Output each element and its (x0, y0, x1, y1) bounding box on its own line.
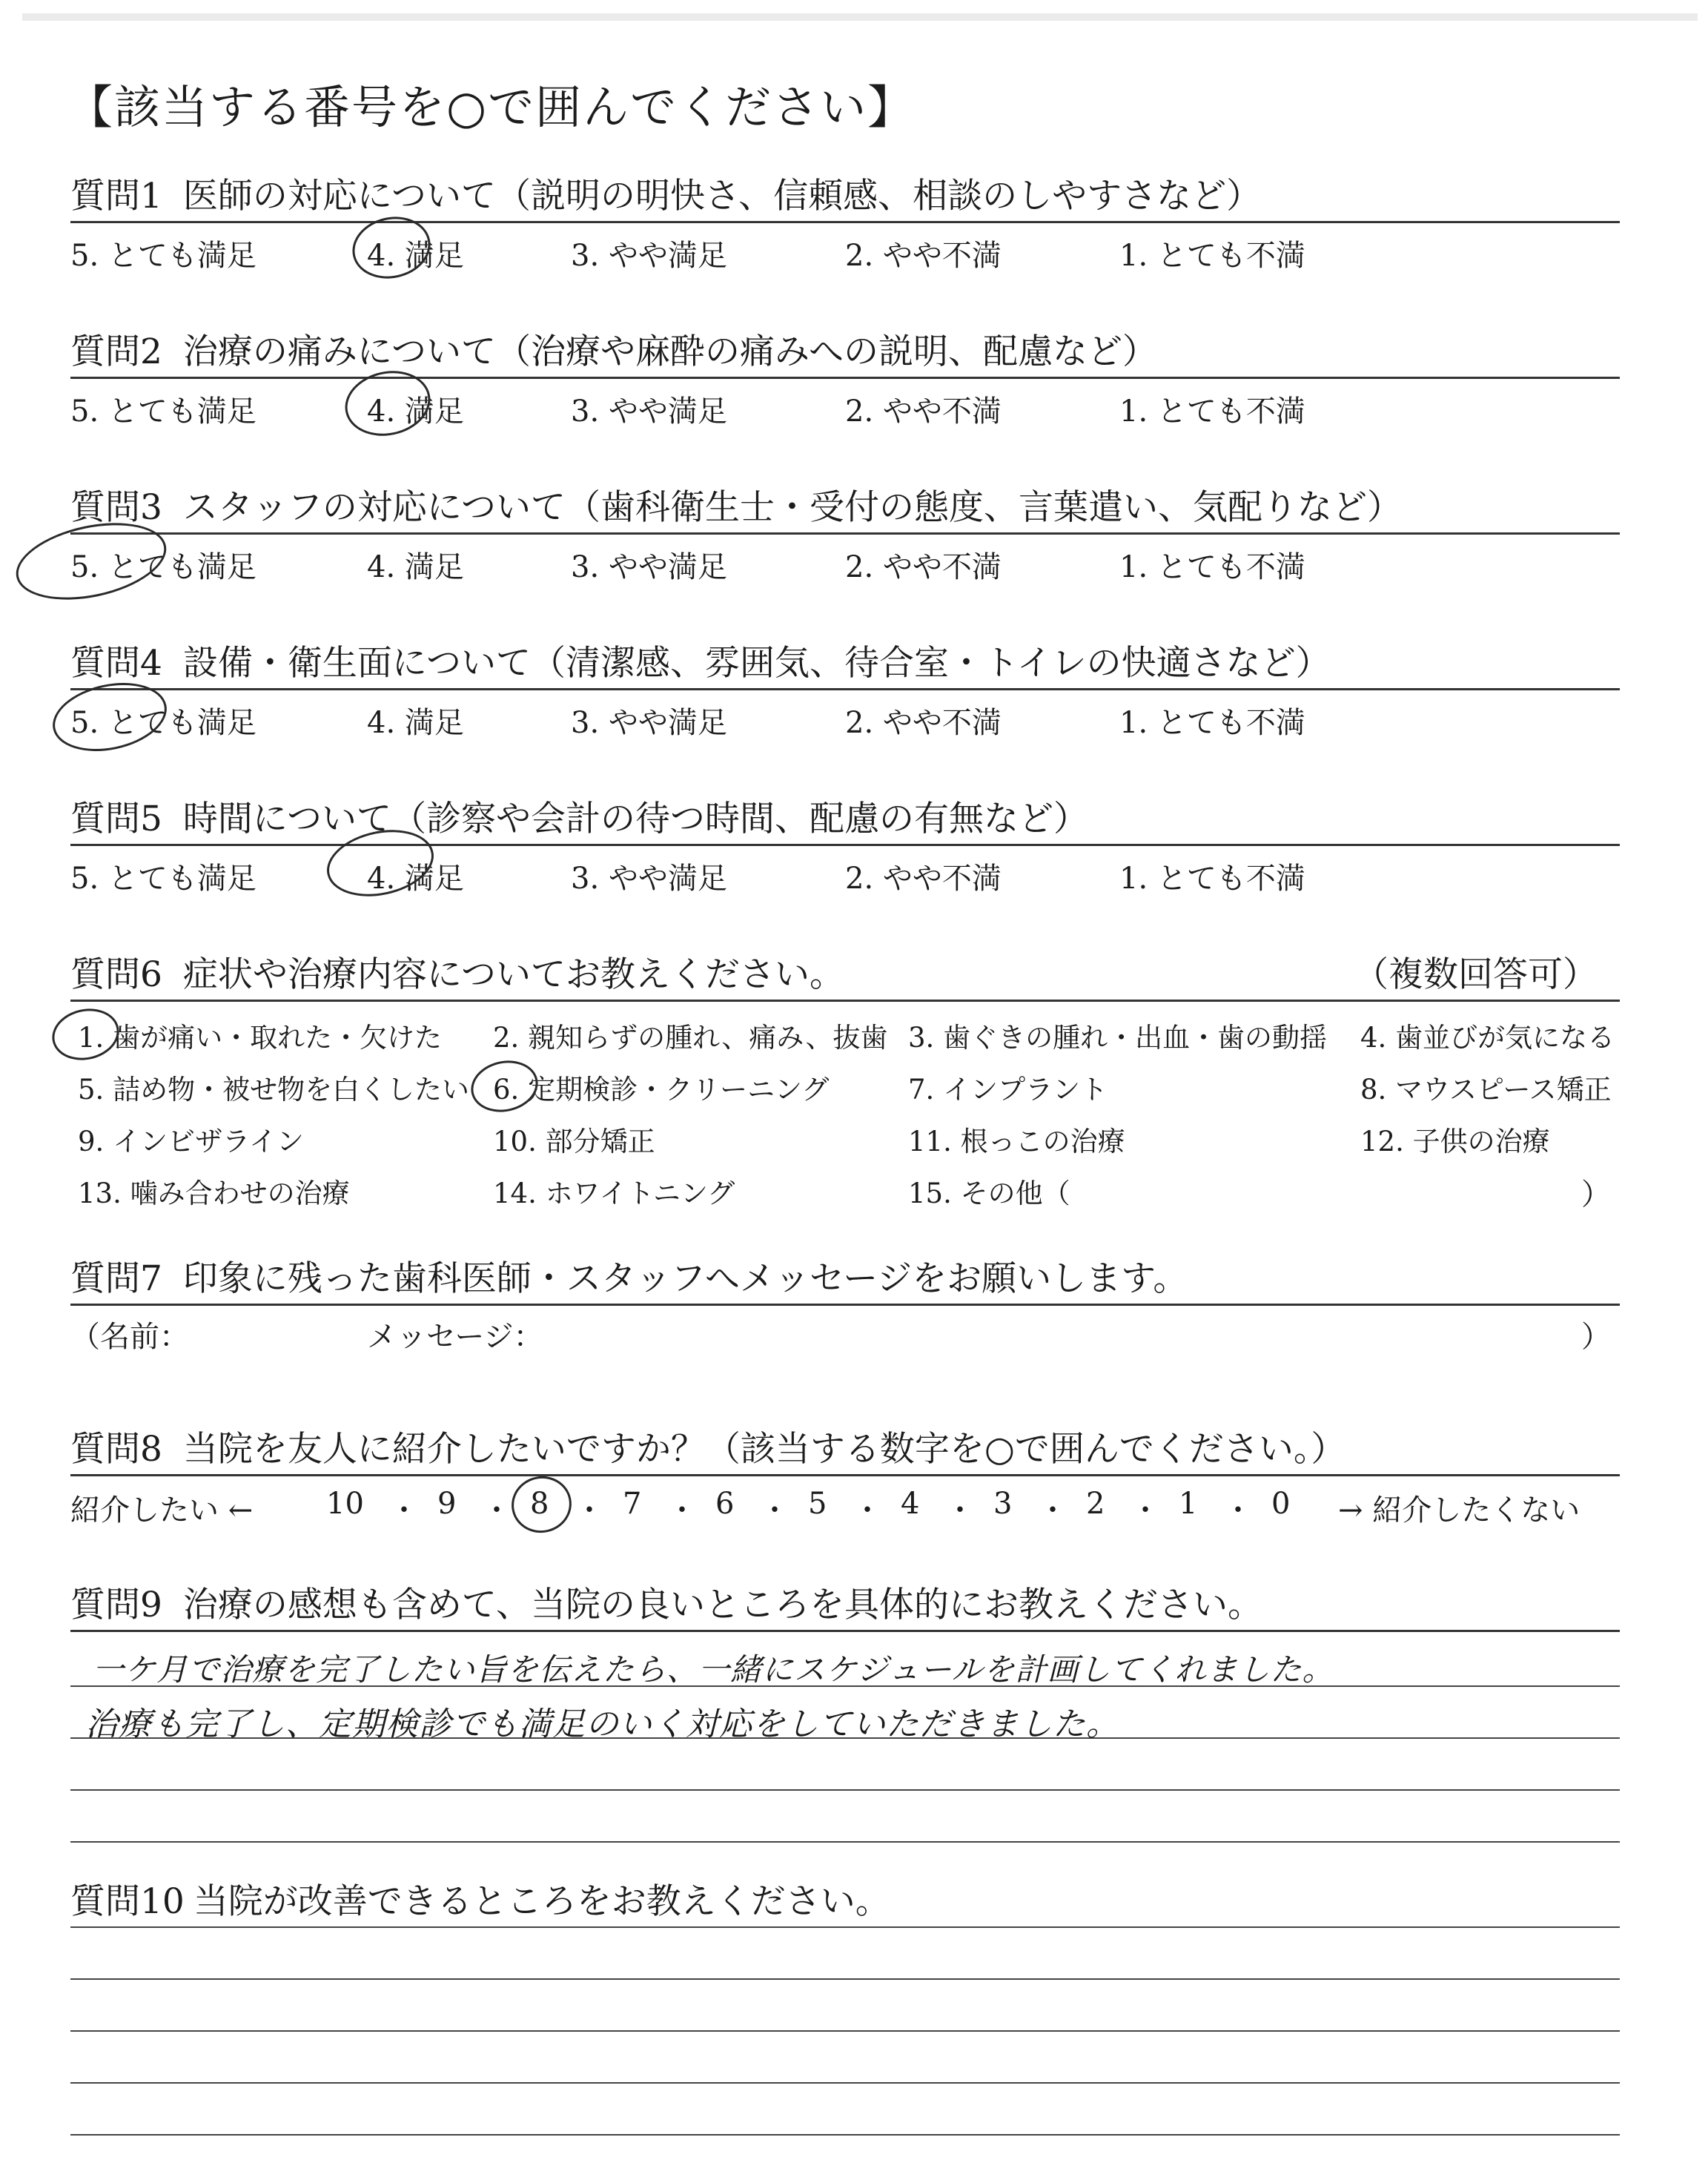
question-2 (70, 317, 1620, 431)
scale-value[interactable]: 3 (993, 1487, 1013, 1521)
option-somewhat-satisfied[interactable]: 3. やや満足 (571, 862, 727, 896)
question-text: 設備・衛生面について（清潔感、雰囲気、待合室・トイレの快適さなど） (182, 643, 1331, 684)
handwritten-answer-line: 一ケ月で治療を完了したい旨を伝えたら、一緒にスケジュールを計画してくれました。 (93, 1651, 1334, 1688)
symptom-option[interactable]: 5. 詰め物・被せ物を白くしたい (78, 1074, 470, 1106)
scale-value[interactable]: 4 (901, 1487, 920, 1521)
symptom-option[interactable]: 7. インプラント (908, 1074, 1108, 1106)
message-label: メッセージ： (367, 1320, 543, 1354)
question-number: 質問8 (70, 1429, 162, 1470)
question-number: 質問4 (70, 643, 162, 684)
scale-dot: ・ (482, 1493, 512, 1527)
option-somewhat-dissatisfied[interactable]: 2. やや不満 (845, 239, 1002, 273)
option-somewhat-dissatisfied[interactable]: 2. やや不満 (845, 394, 1002, 429)
question-header (70, 1571, 1620, 1632)
option-somewhat-satisfied[interactable]: 3. やや満足 (571, 550, 727, 584)
question-number: 質問5 (70, 799, 162, 839)
question-text: 時間について（診察や会計の待つ時間、配慮の有無など） (182, 799, 1088, 839)
symptom-option[interactable]: 14. ホワイトニング (493, 1178, 735, 1209)
option-very-dissatisfied[interactable]: 1. とても不満 (1119, 706, 1305, 740)
scale-value[interactable]: 7 (623, 1487, 642, 1521)
symptom-option[interactable]: 11. 根っこの治療 (908, 1126, 1125, 1157)
scale-value[interactable]: 6 (715, 1487, 735, 1521)
symptom-option[interactable]: 15. その他（ (908, 1178, 1070, 1209)
answer-lines (70, 1632, 1620, 1847)
page-title: 【該当する番号を○で囲んでください】 (67, 80, 916, 134)
question-text: 当院が改善できるところをお教えください。 (193, 1881, 890, 1922)
scale-dot: ・ (760, 1493, 790, 1527)
option-very-dissatisfied[interactable]: 1. とても不満 (1119, 862, 1305, 896)
scan-edge (22, 13, 1698, 21)
question-text: 治療の感想も含めて、当院の良いところを具体的にお教えください。 (182, 1585, 1262, 1625)
scale-dot: ・ (853, 1493, 882, 1527)
question-header (70, 317, 1620, 379)
question-number: 質問3 (70, 487, 162, 528)
option-very-dissatisfied[interactable]: 1. とても不満 (1119, 550, 1305, 584)
symptom-option[interactable]: 12. 子供の治療 (1360, 1126, 1550, 1157)
message-row (70, 1306, 1620, 1354)
question-number: 質問10 (70, 1881, 185, 1922)
rule-line (70, 1789, 1620, 1791)
question-text: 治療の痛みについて（治療や麻酔の痛みへの説明、配慮など） (182, 331, 1158, 372)
option-satisfied[interactable]: 4. 満足 (367, 862, 464, 896)
name-label: （名前： (70, 1320, 189, 1354)
question-10 (70, 1867, 1620, 2156)
symptom-option[interactable]: 6. 定期検診・クリーニング (493, 1074, 830, 1106)
other-close-paren: ） (1581, 1178, 1611, 1212)
symptom-option[interactable]: 2. 親知らずの腫れ、痛み、抜歯 (493, 1022, 888, 1054)
scale-dot: ・ (667, 1493, 697, 1527)
question-header (70, 940, 1620, 1002)
scale-dot: ・ (945, 1493, 975, 1527)
question-text: 症状や治療内容についてお教えください。 (182, 954, 844, 995)
answer-lines (70, 1926, 1620, 2156)
option-very-satisfied[interactable]: 5. とても満足 (70, 706, 256, 740)
symptom-options (70, 1002, 1620, 1224)
symptom-option[interactable]: 3. 歯ぐきの腫れ・出血・歯の動揺 (908, 1022, 1328, 1054)
scale-value[interactable]: 1 (1179, 1487, 1198, 1521)
handwritten-answer-line: 治療も完了し、定期検診でも満足のいく対応をしていただきました。 (85, 1705, 1119, 1743)
question-number: 質問9 (70, 1585, 162, 1625)
question-3 (70, 473, 1620, 587)
option-very-dissatisfied[interactable]: 1. とても不満 (1119, 239, 1305, 273)
scale-dot: ・ (389, 1493, 419, 1527)
rating-options (70, 846, 1620, 898)
rating-options (70, 223, 1620, 275)
question-number: 質問2 (70, 331, 162, 372)
question-header (70, 1867, 1620, 1926)
scale-dot: ・ (1223, 1493, 1253, 1527)
question-8 (70, 1415, 1620, 1528)
scale-value[interactable]: 9 (437, 1487, 457, 1521)
symptom-option[interactable]: 9. インビザライン (78, 1126, 304, 1157)
option-satisfied[interactable]: 4. 満足 (367, 706, 464, 740)
question-6 (70, 940, 1620, 1224)
option-somewhat-satisfied[interactable]: 3. やや満足 (571, 394, 727, 429)
option-somewhat-dissatisfied[interactable]: 2. やや不満 (845, 706, 1002, 740)
message-close-paren: ） (1581, 1320, 1611, 1354)
symptom-option[interactable]: 1. 歯が痛い・取れた・欠けた (78, 1022, 443, 1054)
scale-value[interactable]: 2 (1086, 1487, 1105, 1521)
question-header (70, 1244, 1620, 1306)
question-9 (70, 1571, 1620, 1847)
symptom-option[interactable]: 8. マウスピース矯正 (1360, 1074, 1612, 1106)
rule-line (70, 2134, 1620, 2136)
question-number: 質問6 (70, 954, 162, 995)
question-4 (70, 629, 1620, 742)
option-somewhat-dissatisfied[interactable]: 2. やや不満 (845, 550, 1002, 584)
scale-value[interactable]: 8 (530, 1487, 549, 1521)
option-somewhat-dissatisfied[interactable]: 2. やや不満 (845, 862, 1002, 896)
rating-options (70, 690, 1620, 742)
symptom-option[interactable]: 10. 部分矯正 (493, 1126, 655, 1157)
question-text: 印象に残った歯科医師・スタッフへメッセージをお願いします。 (182, 1258, 1188, 1299)
question-header (70, 1415, 1620, 1476)
rule-line (70, 1841, 1620, 1843)
scale-dot: ・ (1131, 1493, 1160, 1527)
option-satisfied[interactable]: 4. 満足 (367, 394, 464, 429)
question-header (70, 785, 1620, 846)
rule-line (70, 1978, 1620, 1980)
option-somewhat-satisfied[interactable]: 3. やや満足 (571, 706, 727, 740)
rating-options (70, 535, 1620, 587)
scale-dot: ・ (575, 1493, 604, 1527)
scale-value[interactable]: 10 (326, 1487, 364, 1521)
option-satisfied[interactable]: 4. 満足 (367, 550, 464, 584)
scale-left-label: 紹介したい ← (70, 1493, 254, 1527)
symptom-option[interactable]: 13. 噛み合わせの治療 (78, 1178, 350, 1209)
option-very-satisfied[interactable]: 5. とても満足 (70, 862, 256, 896)
recommend-scale (70, 1476, 1620, 1528)
question-text: 当院を友人に紹介したいですか？（該当する数字を○で囲んでください。） (182, 1429, 1346, 1470)
question-header (70, 473, 1620, 535)
option-satisfied[interactable]: 4. 満足 (367, 239, 464, 273)
question-text: スタッフの対応について（歯科衛生士・受付の態度、言葉遣い、気配りなど） (182, 487, 1402, 528)
scale-value[interactable]: 0 (1271, 1487, 1291, 1521)
question-1 (70, 162, 1620, 275)
option-very-dissatisfied[interactable]: 1. とても不満 (1119, 394, 1305, 429)
scale-dot: ・ (1038, 1493, 1068, 1527)
rule-line (70, 1926, 1620, 1928)
question-text: 医師の対応について（説明の明快さ、信頼感、相談のしやすさなど） (182, 176, 1262, 217)
rating-options (70, 379, 1620, 431)
question-number: 質問7 (70, 1258, 162, 1299)
option-somewhat-satisfied[interactable]: 3. やや満足 (571, 239, 727, 273)
question-7 (70, 1244, 1620, 1354)
rule-line (70, 2030, 1620, 2032)
symptom-option[interactable]: 4. 歯並びが気になる (1360, 1022, 1615, 1054)
scale-value[interactable]: 5 (808, 1487, 827, 1521)
option-very-satisfied[interactable]: 5. とても満足 (70, 239, 256, 273)
question-header (70, 162, 1620, 223)
question-header (70, 629, 1620, 690)
rule-line (70, 2082, 1620, 2084)
option-very-satisfied[interactable]: 5. とても満足 (70, 394, 256, 429)
multiple-answers-note: （複数回答可） (1354, 954, 1598, 995)
question-5 (70, 785, 1620, 898)
scale-right-label: → 紹介したくない (1338, 1493, 1580, 1527)
question-number: 質問1 (70, 176, 162, 217)
option-very-satisfied[interactable]: 5. とても満足 (70, 550, 256, 584)
